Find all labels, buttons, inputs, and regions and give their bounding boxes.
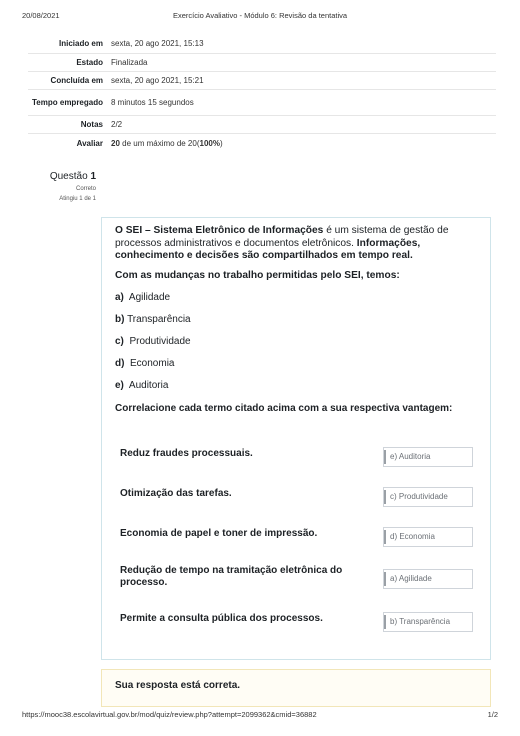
question-state: Correto [75,186,96,192]
summary-value: 8 minutos 15 segundos [111,89,496,115]
summary-key: Estado [28,53,111,71]
match-answer-select[interactable]: d) Economia [383,527,473,547]
option-c: c) Produtividade [115,335,191,347]
question-text: O SEI – Sistema Eletrônico de Informações é um sistema de gestão de processos administrativos e documentos eletrônicos. Informações, conhecimento e decisões são compartilhados em tempo real. [115,225,449,261]
summary-row [28,53,496,71]
match-stem: Reduz fraudes processuais. [120,448,253,459]
match-stem: Redução de tempo na tramitação eletrônica do processo. [120,565,343,588]
match-stem: Economia de papel e toner de impressão. [120,528,318,539]
print-date: 20/08/2021 [22,11,60,20]
print-footer [22,710,498,722]
match-stem: Permite a consulta pública dos processos. [120,613,323,624]
option-e: e) Auditoria [115,379,169,391]
summary-row [28,133,496,153]
grade-end: ) [219,138,223,148]
question-info [30,171,96,202]
summary-key: Notas [28,115,111,133]
option-d: d) Economia [115,357,175,369]
option-a: a) Agilidade [115,291,171,303]
summary-value [111,133,496,153]
question-content [101,217,491,660]
question-number: Questão 1 [49,171,96,182]
feedback-text: Sua resposta está correta. [115,680,241,691]
grade-score: 20 [111,138,120,148]
question-grade: Atingiu 1 de 1 [59,196,96,202]
summary-key: Iniciado em [58,38,103,48]
print-header [22,11,498,23]
option-b: b) Transparência [115,313,191,325]
summary-value: Finalizada [111,53,496,71]
print-url: https://mooc38.escolavirtual.gov.br/mod/quiz/review.php?attempt=2099362&cmid=36882 [22,710,317,719]
question-instruction: Correlacione cada termo citado acima com a sua respectiva vantagem: [115,402,453,414]
feedback-box [101,669,491,707]
summary-key: Concluída em [28,71,111,89]
summary-row [28,115,496,133]
match-answer-select[interactable]: b) Transparência [383,612,473,632]
match-answer-select[interactable]: e) Auditoria [383,447,473,467]
match-stem: Otimização das tarefas. [120,488,232,499]
print-title: Exercício Avaliativo - Módulo 6: Revisão da tentativa [172,11,348,20]
summary-value: 2/2 [111,115,496,133]
summary-value: sexta, 20 ago 2021, 15:21 [111,71,496,89]
question-subtitle: Com as mudanças no trabalho permitidas pelo SEI, temos: [115,269,400,281]
summary-key: Tempo empregado [28,89,111,115]
summary-value: sexta, 20 ago 2021, 15:13 [111,38,204,48]
summary-row [28,34,496,53]
grade-percent: 100% [199,138,220,148]
attempt-summary-table [28,34,496,153]
match-answer-select[interactable]: a) Agilidade [383,569,473,589]
summary-row [28,71,496,89]
summary-key: Avaliar [28,133,111,153]
print-page-number: 1/2 [487,710,498,719]
grade-mid: de um máximo de 20( [119,138,200,148]
summary-row [28,89,496,115]
match-answer-select[interactable]: c) Produtividade [383,487,473,507]
